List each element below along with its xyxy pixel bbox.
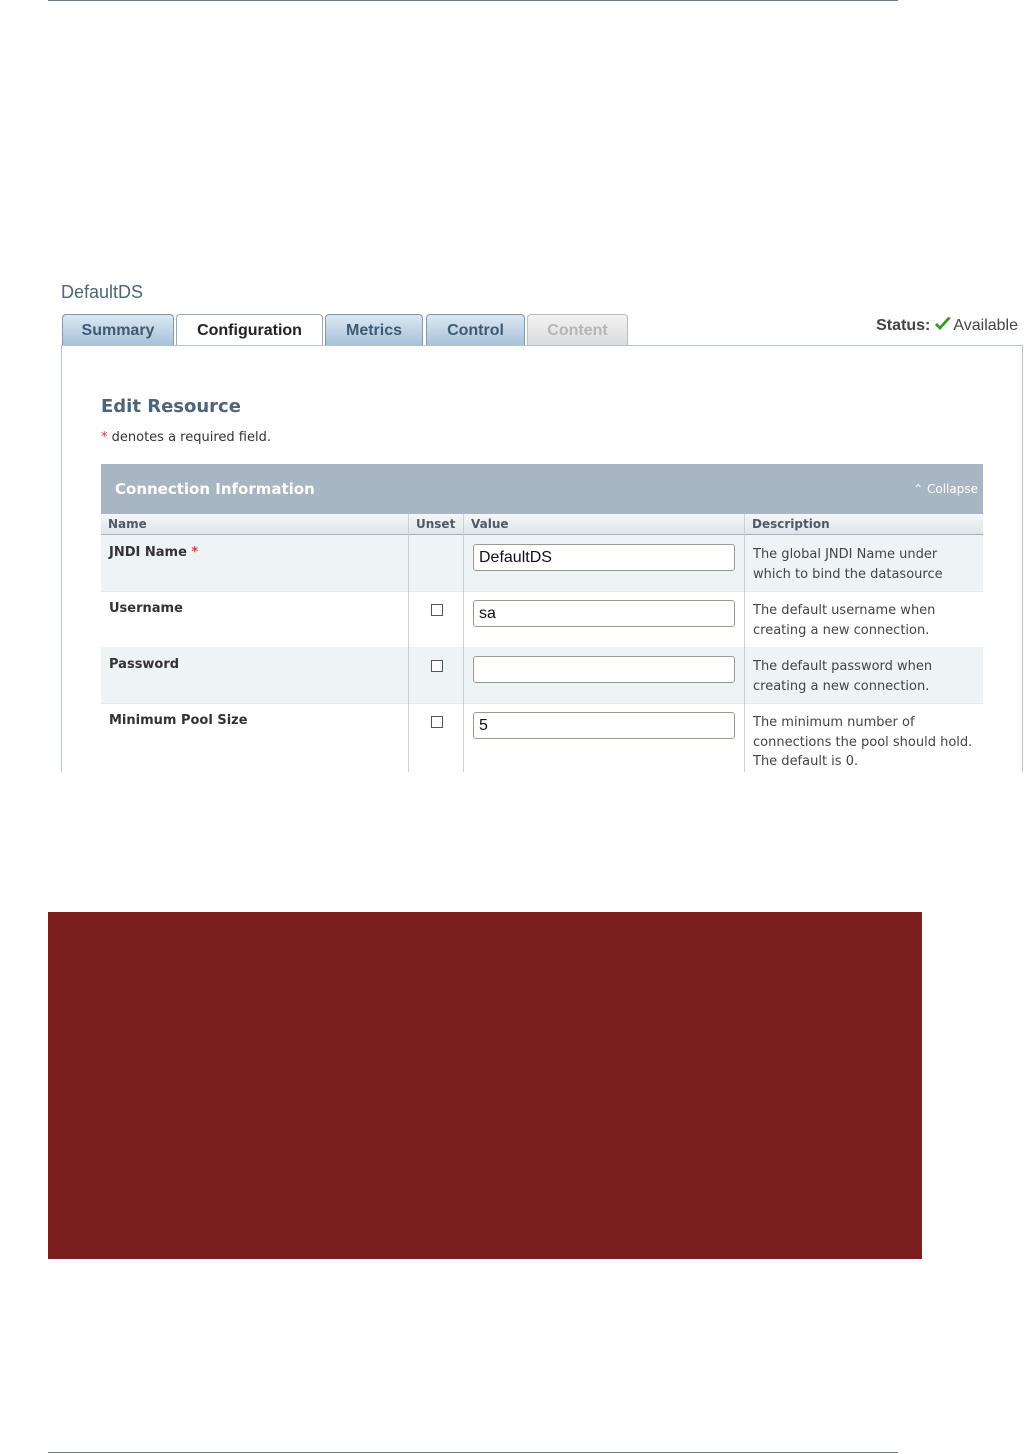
column-divider bbox=[744, 514, 745, 772]
collapse-label: Collapse bbox=[927, 482, 978, 496]
table-row bbox=[101, 703, 983, 772]
resource-title: DefaultDS bbox=[61, 282, 144, 302]
collapse-button[interactable] bbox=[913, 482, 978, 496]
username-input[interactable] bbox=[473, 600, 735, 627]
edit-resource-heading: Edit Resource bbox=[101, 396, 241, 417]
page-bottom-rule bbox=[48, 1452, 898, 1453]
column-header-value: Value bbox=[471, 517, 509, 531]
tab-control[interactable]: Control bbox=[426, 314, 525, 345]
row-name-text: JNDI Name bbox=[109, 545, 187, 560]
required-star: * bbox=[101, 430, 108, 445]
row-description: The minimum number of connections the pool should hold. The default is 0. bbox=[753, 715, 973, 769]
column-header-name: Name bbox=[108, 517, 147, 531]
table-row bbox=[101, 647, 983, 704]
table-header bbox=[101, 514, 983, 535]
min-pool-size-input[interactable] bbox=[473, 712, 735, 739]
status-value: Available bbox=[953, 317, 1018, 334]
status-indicator bbox=[876, 316, 1018, 335]
column-divider bbox=[408, 514, 409, 772]
row-name bbox=[109, 545, 198, 560]
min-pool-size-unset-checkbox[interactable] bbox=[431, 716, 443, 728]
row-description: The default password when creating a new connection. bbox=[753, 659, 933, 694]
tab-content: Content bbox=[527, 314, 628, 345]
row-name: Minimum Pool Size bbox=[109, 713, 248, 728]
row-name: Username bbox=[109, 601, 183, 616]
column-header-unset: Unset bbox=[416, 517, 456, 531]
page-top-rule bbox=[48, 0, 898, 1]
column-header-description: Description bbox=[752, 517, 830, 531]
status-label: Status: bbox=[876, 317, 931, 334]
section-title: Connection Information bbox=[115, 480, 315, 498]
double-chevron-up-icon: ⌃ bbox=[913, 482, 924, 496]
table-row bbox=[101, 535, 983, 592]
connection-information-section-header bbox=[101, 464, 983, 514]
banner-block bbox=[48, 912, 922, 1259]
required-star: * bbox=[191, 545, 199, 560]
column-divider bbox=[463, 514, 464, 772]
tab-configuration[interactable]: Configuration bbox=[176, 314, 323, 347]
row-description: The global JNDI Name under which to bind the datasource bbox=[753, 547, 943, 582]
password-input[interactable] bbox=[473, 656, 735, 683]
username-unset-checkbox[interactable] bbox=[431, 604, 443, 616]
tab-summary[interactable]: Summary bbox=[62, 314, 174, 345]
tab-metrics[interactable]: Metrics bbox=[325, 314, 423, 345]
jndi-name-input[interactable] bbox=[473, 544, 735, 571]
row-description: The default username when creating a new connection. bbox=[753, 603, 936, 638]
row-name: Password bbox=[109, 657, 180, 672]
checkmark-icon bbox=[934, 316, 952, 332]
table-row bbox=[101, 591, 983, 648]
required-note-text: denotes a required field. bbox=[107, 430, 271, 445]
required-field-note bbox=[101, 430, 271, 445]
password-unset-checkbox[interactable] bbox=[431, 660, 443, 672]
